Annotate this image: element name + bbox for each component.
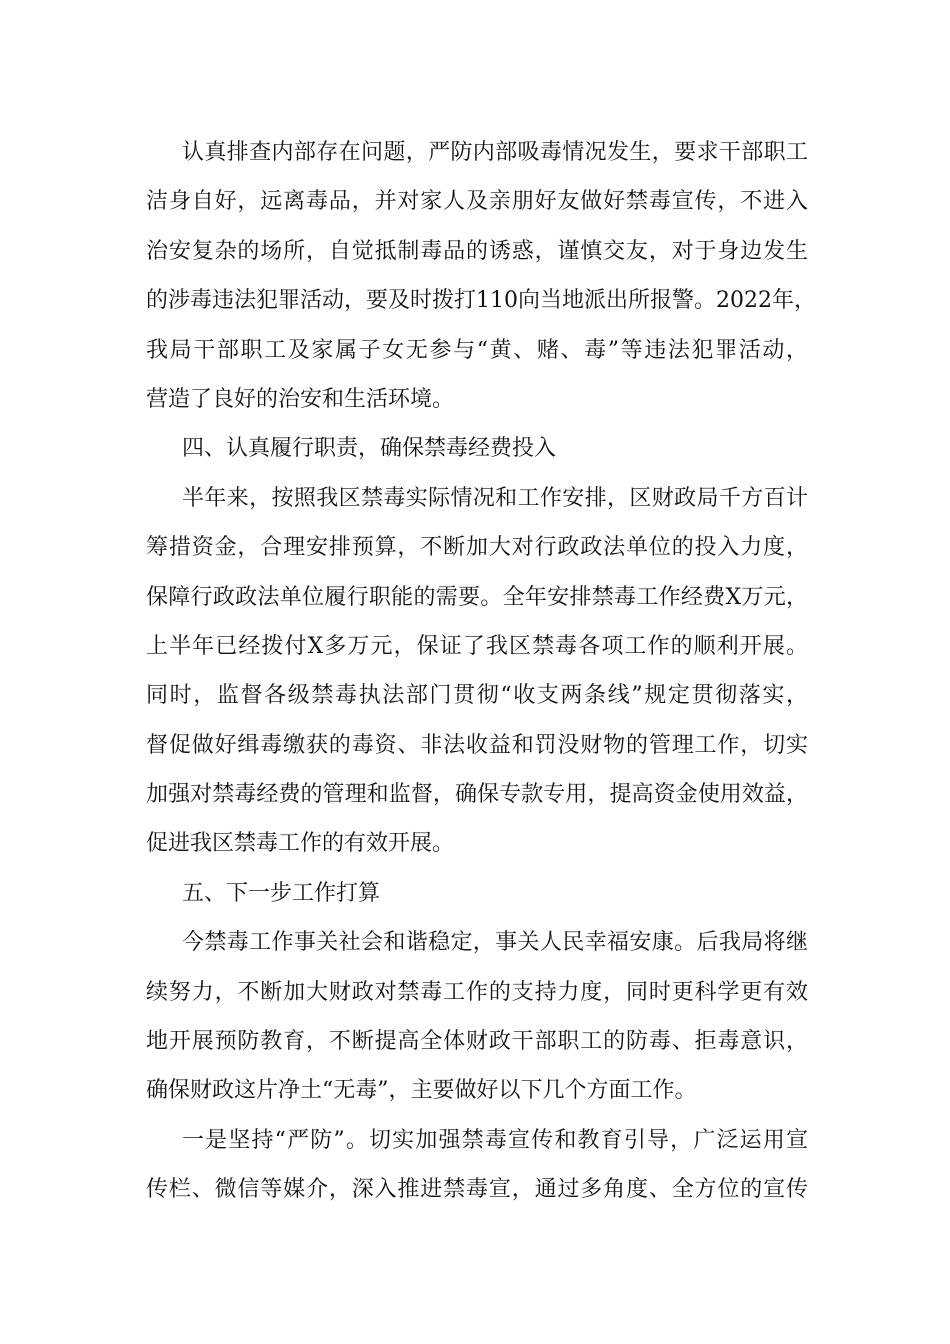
paragraph-line: 传栏、微信等媒介，深入推进禁毒宣，通过多角度、全方位的宣传 bbox=[146, 1177, 808, 1203]
section-heading: 五、下一步工作打算 bbox=[182, 880, 381, 906]
paragraph-line: 认真排查内部存在问题，严防内部吸毒情况发生，要求干部职工 bbox=[182, 140, 808, 165]
paragraph-line: 一是坚持“严防”。切实加强禁毒宣传和教育引导，广泛运用宣 bbox=[182, 1127, 808, 1153]
paragraph-line: 筹措资金，合理安排预算，不断加大对行政政法单位的投入力度， bbox=[146, 535, 808, 561]
paragraph-line: 上半年已经拨付X多万元，保证了我区禁毒各项工作的顺利开展。 bbox=[146, 633, 808, 659]
paragraph-line: 我局干部职工及家属子女无参与“黄、赌、毒”等违法犯罪活动， bbox=[146, 337, 808, 363]
paragraph-line: 半年来，按照我区禁毒实际情况和工作安排，区财政局千方百计 bbox=[182, 485, 808, 511]
paragraph-line: 续努力，不断加大财政对禁毒工作的支持力度，同时更科学更有效 bbox=[146, 979, 808, 1005]
paragraph-line: 营造了良好的治安和生活环境。 bbox=[146, 386, 455, 412]
paragraph-line: 同时，监督各级禁毒执法部门贯彻“收支两条线”规定贯彻落实， bbox=[146, 683, 808, 709]
paragraph-line: 治安复杂的场所，自觉抵制毒品的诱惑，谨慎交友，对于身边发生 bbox=[146, 238, 808, 264]
document-body bbox=[146, 128, 816, 1215]
paragraph-line: 的涉毒违法犯罪活动，要及时拨打110向当地派出所报警。2022年， bbox=[146, 288, 816, 314]
paragraph-line: 确保财政这片净土“无毒”，主要做好以下几个方面工作。 bbox=[146, 1078, 697, 1104]
paragraph-line: 督促做好缉毒缴获的毒资、非法收益和罚没财物的管理工作，切实 bbox=[146, 732, 808, 758]
paragraph-line: 保障行政政法单位履行职能的需要。全年安排禁毒工作经费X万元， bbox=[146, 584, 808, 610]
paragraph-line: 促进我区禁毒工作的有效开展。 bbox=[146, 831, 455, 857]
paragraph-line: 地开展预防教育，不断提高全体财政干部职工的防毒、拒毒意识， bbox=[146, 1029, 808, 1055]
paragraph-line: 今禁毒工作事关社会和谐稳定，事关人民幸福安康。后我局将继 bbox=[182, 930, 808, 956]
paragraph-line: 洁身自好，远离毒品，并对家人及亲朋好友做好禁毒宣传，不进入 bbox=[146, 189, 808, 215]
section-heading: 四、认真履行职责，确保禁毒经费投入 bbox=[182, 436, 557, 462]
paragraph-line: 加强对禁毒经费的管理和监督，确保专款专用，提高资金使用效益， bbox=[146, 782, 808, 808]
